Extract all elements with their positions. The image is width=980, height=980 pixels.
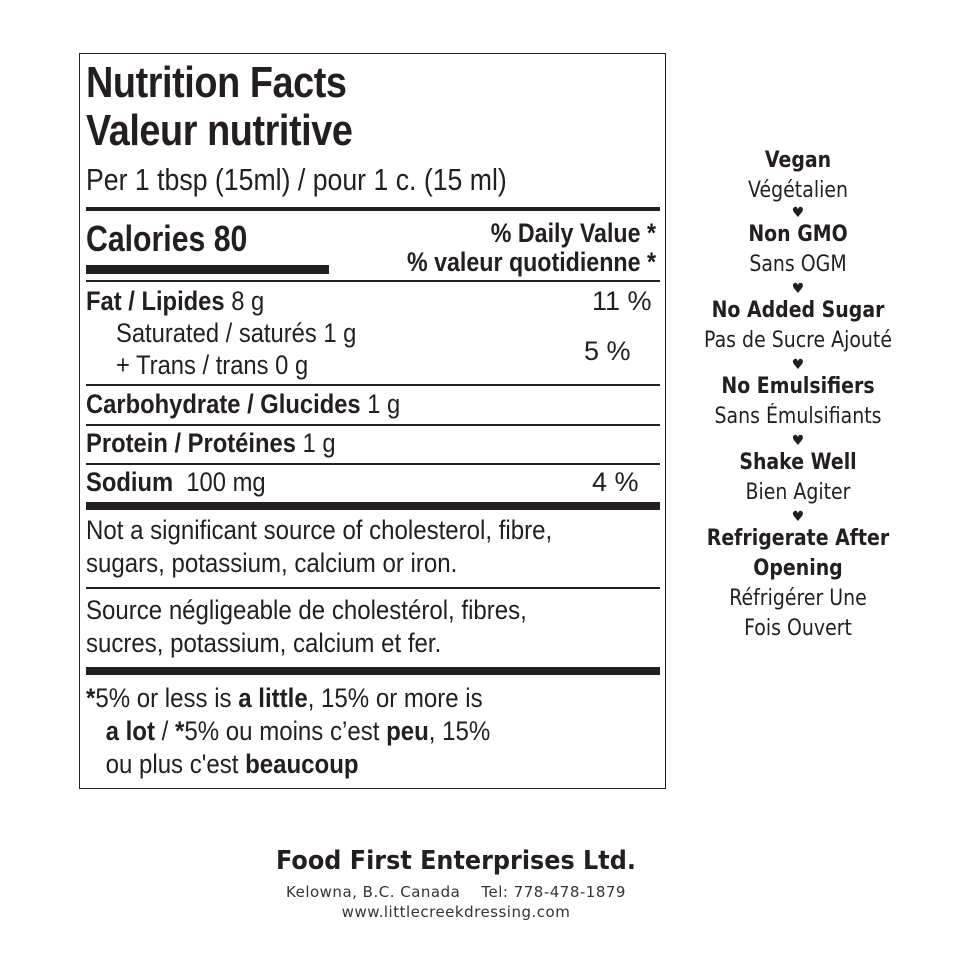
footnote-text: , 15% or more is — [307, 683, 483, 713]
daily-value-en: % Daily Value * — [490, 218, 656, 248]
footnote-text: 5% ou moins c’est — [184, 716, 387, 746]
claim-en: Vegan — [764, 148, 832, 173]
row-divider — [86, 587, 660, 589]
nutrient-pct-fat: 11 % — [592, 286, 652, 316]
nutrient-amount: + Trans / trans 0 g — [116, 350, 309, 380]
heart-icon: ♥ — [791, 281, 805, 297]
claim-en: Refrigerate After — [706, 526, 890, 551]
asterisk: * — [175, 716, 185, 746]
claim-non-gmo — [668, 220, 928, 280]
nutrient-pct-sodium: 4 % — [592, 467, 639, 497]
nutrient-row-protein — [86, 428, 370, 459]
nutrient-amount: 8 g — [224, 286, 265, 316]
calories-wrap — [86, 218, 278, 260]
nutrient-row-saturated — [116, 318, 389, 349]
claim-en: Non GMO — [748, 222, 848, 247]
footnote-text: / — [154, 716, 176, 746]
claim-fr: Végétalien — [748, 178, 848, 203]
note-fr — [86, 594, 581, 660]
thin-rule — [86, 280, 660, 282]
nutrient-amount: Saturated / saturés 1 g — [116, 318, 357, 348]
footnote-line1 — [86, 682, 490, 715]
footnote — [86, 682, 540, 781]
claim-en: No Emulsifiers — [721, 374, 875, 399]
claim-fr: Sans OGM — [749, 252, 847, 277]
heart-icon: ♥ — [791, 357, 805, 373]
nutrient-amount: 1 g — [295, 428, 336, 458]
note-fr-line1: Source négligeable de cholestérol, fibres, — [86, 595, 527, 625]
company-website: www.littlecreekdressing.com — [341, 903, 571, 921]
serving-size: Per 1 tbsp (15ml) / pour 1 c. (15 ml) — [86, 162, 507, 197]
claim-fr: Sans Émulsifiants — [714, 404, 882, 429]
nutrient-name: Carbohydrate / Glucides — [86, 389, 361, 419]
thick-rule — [86, 207, 660, 211]
title-en-wrap — [86, 58, 389, 108]
footnote-text: 5% or less is — [95, 683, 239, 713]
nutrient-name: Fat / Lipides — [86, 286, 225, 316]
nutrient-amount: 1 g — [360, 389, 401, 419]
nutrient-row-carbohydrate — [86, 389, 443, 420]
claim-en: No Added Sugar — [711, 298, 885, 323]
footnote-emphasis: beaucoup — [245, 749, 359, 779]
nutrient-name: Protein / Protéines — [86, 428, 296, 458]
claim-no-emulsifiers — [668, 372, 928, 432]
heart-icon: ♥ — [791, 509, 805, 525]
nutrient-pct-saturated: 5 % — [584, 336, 631, 366]
company-address: Kelowna, B.C. Canada Tel: 778-478-1879 — [286, 883, 626, 901]
claim-no-added-sugar — [668, 296, 928, 356]
calories-rule — [86, 265, 329, 274]
nutrient-row-fat — [86, 286, 289, 317]
row-divider — [86, 424, 660, 426]
note-en — [86, 514, 610, 580]
calories: Calories 80 — [86, 218, 248, 259]
heart-icon: ♥ — [791, 433, 805, 449]
claim-vegan — [668, 146, 928, 206]
claim-en: Shake Well — [739, 450, 857, 475]
claim-en-line2: Opening — [753, 556, 843, 581]
footnote-line2 — [86, 715, 490, 748]
note-en-line1: Not a significant source of cholesterol, fibre, — [86, 515, 553, 545]
row-divider — [86, 384, 660, 386]
claim-fr-line2: Fois Ouvert — [744, 616, 852, 641]
thick-rule — [86, 667, 660, 675]
claim-fr: Pas de Sucre Ajouté — [704, 328, 892, 353]
thick-rule — [86, 502, 660, 510]
claim-fr: Réfrigérer Une — [729, 586, 867, 611]
note-en-line2: sugars, potassium, calcium or iron. — [86, 548, 458, 578]
company-name: Food First Enterprises Ltd. — [276, 846, 636, 876]
footnote-emphasis: a little — [238, 683, 308, 713]
footnote-text: ou plus c'est — [105, 749, 246, 779]
nutrient-name: Sodium — [86, 467, 174, 497]
daily-value-fr: % valeur quotidienne * — [406, 247, 656, 277]
claim-shake-well — [668, 448, 928, 508]
title-en: Nutrition Facts — [86, 58, 347, 107]
nutrient-amount: 100 mg — [173, 467, 266, 497]
title-fr-wrap — [86, 106, 396, 156]
claim-refrigerate — [668, 524, 928, 644]
title-fr: Valeur nutritive — [86, 106, 353, 155]
claim-fr: Bien Agiter — [745, 480, 851, 505]
asterisk: * — [86, 683, 96, 713]
heart-icon: ♥ — [791, 205, 805, 221]
footnote-emphasis: peu — [386, 716, 429, 746]
footnote-emphasis: a lot — [105, 716, 155, 746]
row-divider — [86, 463, 660, 465]
company-info — [0, 846, 912, 922]
footnote-line3 — [86, 748, 490, 781]
serving-size-wrap — [86, 162, 575, 198]
product-claims — [668, 146, 928, 644]
note-fr-line2: sucres, potassium, calcium et fer. — [86, 628, 442, 658]
nutrient-row-trans — [116, 350, 334, 381]
footnote-text: , 15% — [428, 716, 491, 746]
daily-value-header — [350, 218, 656, 278]
nutrient-row-sodium — [86, 467, 290, 498]
